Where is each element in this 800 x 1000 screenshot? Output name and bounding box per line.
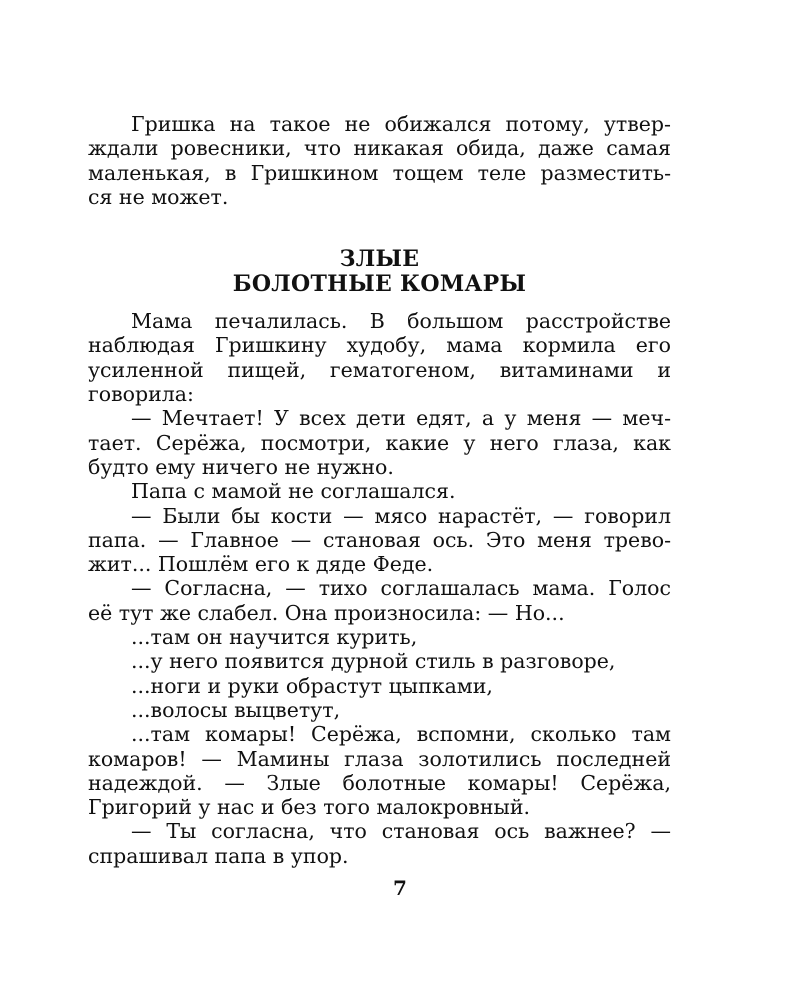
text-line: маленькая, в Гришкином тощем теле разместить- bbox=[88, 160, 671, 185]
chapter-heading bbox=[88, 247, 671, 297]
text-line: папа. — Главное — становая ось. Это меня трево- bbox=[88, 527, 671, 552]
text-line: ся не может. bbox=[88, 184, 229, 209]
text-line: надеждой. — Злые болотные комары! Серёжа, bbox=[88, 770, 671, 795]
text-line: — Ты согласна, что становая ось важнее? — bbox=[131, 819, 671, 844]
text-line: жит... Пошлём его к дяде Феде. bbox=[88, 552, 434, 577]
chapter-body bbox=[88, 309, 671, 868]
opening-paragraph bbox=[88, 112, 671, 209]
text-line: — Были бы кости — мясо нарастёт, — говорил bbox=[131, 503, 671, 528]
text-line: ждали ровесники, что никакая обида, даже самая bbox=[88, 136, 671, 161]
text-line: ...волосы выцветут, bbox=[131, 697, 341, 722]
chapter-heading-line: БОЛОТНЫЕ КОМАРЫ bbox=[232, 271, 527, 298]
text-line: комаров! — Мамины глаза золотились последней bbox=[88, 746, 671, 771]
text-line: будто ему ничего не нужно. bbox=[88, 454, 394, 479]
text-line: Григорий у нас и без того малокровный. bbox=[88, 795, 531, 820]
text-line: Мама печалилась. В большом расстройстве bbox=[131, 309, 671, 334]
text-line: ...там он научится курить, bbox=[131, 625, 418, 650]
text-line: Папа с мамой не соглашался. bbox=[131, 479, 456, 504]
text-line: Гришка на такое не обижался потому, утвер- bbox=[131, 112, 671, 136]
text-line: — Мечтает! У всех дети едят, а у меня — меч- bbox=[131, 406, 671, 431]
text-line: усиленной пищей, гематогеном, витаминами и bbox=[88, 357, 671, 382]
page-number: 7 bbox=[393, 876, 407, 900]
text-line: — Согласна, — тихо соглашалась мама. Голос bbox=[131, 576, 671, 601]
text-line: ...ноги и руки обрастут цыпками, bbox=[131, 673, 493, 698]
text-line: тает. Серёжа, посмотри, какие у него глаза, как bbox=[88, 430, 671, 455]
text-line: спрашивал папа в упор. bbox=[88, 843, 349, 868]
text-line: её тут же слабел. Она произносила: — Но... bbox=[88, 600, 565, 625]
text-line: наблюдая Гришкину худобу, мама кормила его bbox=[88, 333, 671, 358]
book-page bbox=[88, 112, 671, 868]
text-line: ...у него появится дурной стиль в разговоре, bbox=[131, 649, 616, 674]
text-line: говорила: bbox=[88, 382, 194, 407]
text-line: ...там комары! Серёжа, вспомни, сколько там bbox=[131, 722, 671, 747]
chapter-heading-line: ЗЛЫЕ bbox=[339, 246, 420, 273]
